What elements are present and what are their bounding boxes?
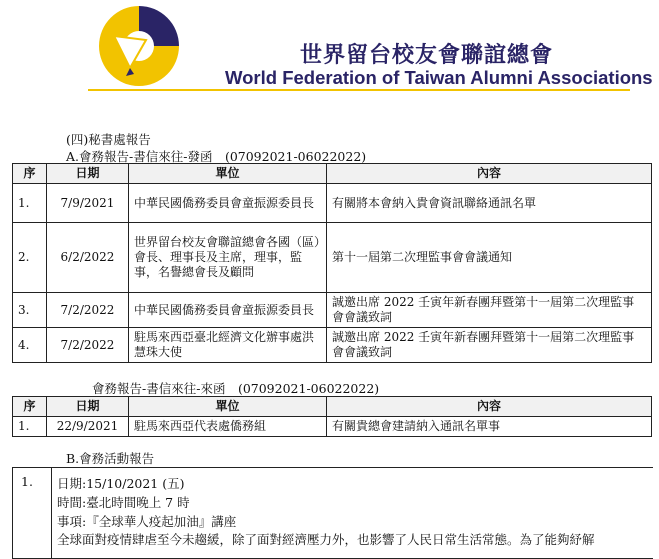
header-divider [88,89,630,91]
row-content: 有關貴總會建請納入通訊名單事 [327,417,652,437]
outgoing-title: A.會務報告-書信來往-發函 (07092021-06022022) [66,149,367,164]
activity-title: B.會務活動報告 [66,451,155,466]
row-date: 7/2/2022 [47,328,129,363]
col-date: 日期 [47,397,129,417]
row-date: 7/9/2021 [47,184,129,223]
incoming-title: 會務報告-書信來往-來函 (07092021-06022022) [92,381,380,396]
activity-box [12,467,653,559]
col-content: 內容 [327,164,652,184]
incoming-letters-table [12,396,652,437]
col-unit: 單位 [129,164,327,184]
table-header-row [13,164,652,184]
activity-no: 1. [21,474,33,489]
row-date: 6/2/2022 [47,223,129,293]
row-unit: 中華民國僑務委員會童振源委員長 [129,293,327,328]
table-row [13,417,652,437]
section-title: (四)秘書處報告 [66,132,151,147]
row-content: 有關將本會納入貴會資訊聯絡通訊名單 [327,184,652,223]
col-content: 內容 [327,397,652,417]
row-no: 2. [13,223,47,293]
row-unit: 中華民國僑務委員會童振源委員長 [129,184,327,223]
table-row [13,223,652,293]
row-content: 誠邀出席 2022 壬寅年新春團拜暨第十一屆第二次理監事會會議致詞 [327,293,652,328]
row-no: 1. [13,417,47,437]
outgoing-letters-table [12,163,652,363]
col-unit: 單位 [129,397,327,417]
col-no: 序 [13,164,47,184]
activity-body: 全球面對疫情肆虐至今未趨緩，除了面對經濟壓力外，也影響了人民日常生活常態。為了能夠紓解 [57,532,595,547]
row-date: 22/9/2021 [47,417,129,437]
col-no: 序 [13,397,47,417]
row-no: 4. [13,328,47,363]
org-name-zh: 世界留台校友會聯誼總會 [300,43,554,68]
activity-time: 時間:臺北時間晚上 7 時 [57,495,190,510]
table-row [13,293,652,328]
table-header-row [13,397,652,417]
row-no: 1. [13,184,47,223]
row-content: 第十一屆第二次理監事會會議通知 [327,223,652,293]
row-unit: 世界留台校友會聯誼總會各國（區）會長、理事長及主席，理事，監事，名譽總會長及顧問 [129,223,327,293]
activity-date: 日期:15/10/2021 (五) [57,476,185,491]
federation-logo [84,2,194,90]
table-row [13,328,652,363]
row-content: 誠邀出席 2022 壬寅年新春團拜暨第十一屆第二次理監事會會議致詞 [327,328,652,363]
activity-topic: 事項:『全球華人疫起加油』講座 [57,514,237,529]
row-unit: 駐馬來西亞代表處僑務組 [129,417,327,437]
row-no: 3. [13,293,47,328]
col-date: 日期 [47,164,129,184]
row-date: 7/2/2022 [47,293,129,328]
row-unit: 駐馬來西亞臺北經濟文化辦事處洪慧珠大使 [129,328,327,363]
table-row [13,184,652,223]
org-name-en: World Federation of Taiwan Alumni Associations [225,67,653,88]
